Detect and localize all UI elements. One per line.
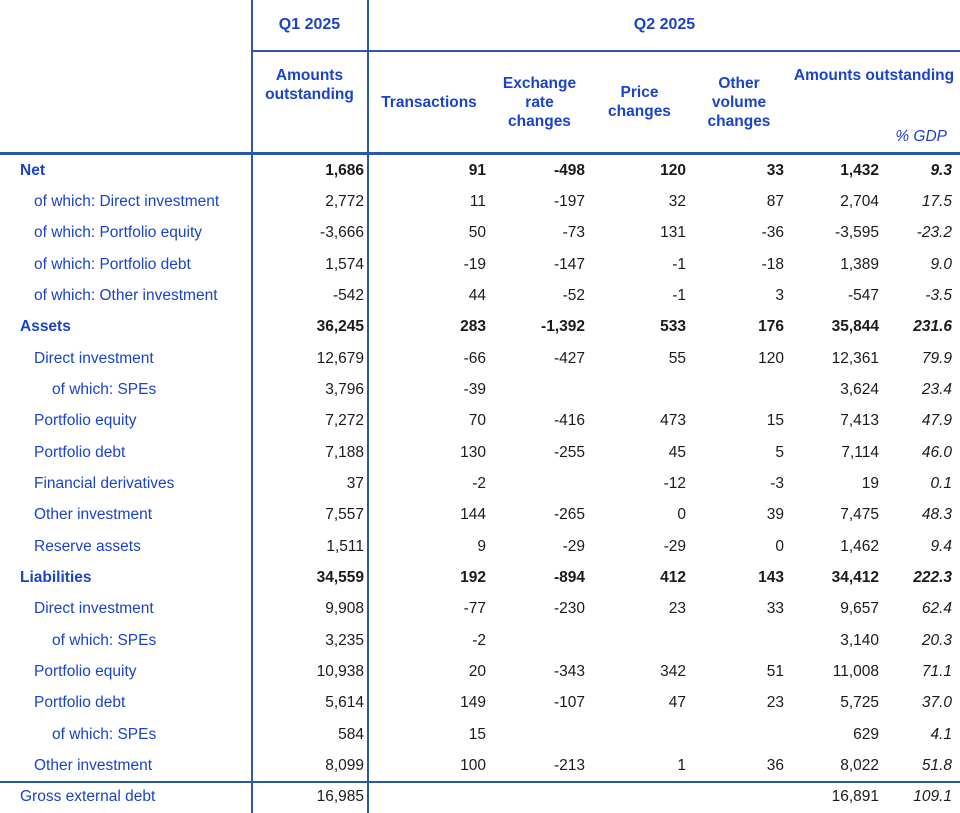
cell-percent-gdp: 47.9: [921, 412, 952, 430]
cell-other-volume-changes: 0: [775, 537, 784, 555]
cell-exchange-rate-changes: -29: [562, 537, 585, 555]
cell-percent-gdp: 48.3: [921, 506, 952, 524]
cell-q1-amounts: 584: [338, 725, 364, 743]
cell-exchange-rate-changes: -343: [553, 662, 585, 680]
cell-exchange-rate-changes: -147: [553, 255, 585, 273]
row-label: Direct investment: [34, 600, 154, 618]
row-label: Net: [20, 161, 45, 179]
cell-price-changes: [589, 782, 690, 813]
cell-q1-amounts: 2,772: [325, 192, 364, 210]
cell-q1-amounts: 37: [346, 474, 364, 492]
header-q2-2025: Q2 2025: [633, 16, 696, 33]
row-label: of which: SPEs: [52, 380, 157, 398]
cell-price-changes: 23: [668, 600, 686, 618]
cell-q1-amounts: 5,614: [325, 694, 364, 712]
period-underline: [251, 50, 960, 52]
table-row: [0, 437, 960, 468]
header-percent-gdp: % GDP: [895, 128, 947, 145]
q1-column-divider: [367, 0, 369, 813]
header-other-volume-changes: Other volume changes: [707, 74, 771, 130]
cell-other-volume-changes: -18: [761, 255, 784, 273]
cell-price-changes: 131: [660, 224, 686, 242]
cell-exchange-rate-changes: -107: [553, 694, 585, 712]
cell-q2-amounts: 19: [861, 474, 879, 492]
cell-q1-amounts: 7,557: [325, 506, 364, 524]
cell-q1-amounts: 8,099: [325, 756, 364, 774]
labels-column-divider: [251, 0, 253, 813]
table-row: [0, 343, 960, 374]
cell-exchange-rate-changes: -265: [553, 506, 585, 524]
cell-price-changes: -1: [672, 286, 686, 304]
gross-debt-rule: [0, 781, 960, 783]
table-body: [0, 155, 960, 813]
cell-exchange-rate-changes: -197: [553, 192, 585, 210]
cell-other-volume-changes: 3: [775, 286, 784, 304]
cell-transactions: 9: [477, 537, 486, 555]
cell-percent-gdp: 23.4: [921, 380, 952, 398]
cell-q2-amounts: 629: [853, 725, 879, 743]
cell-transactions: 144: [460, 506, 486, 524]
cell-exchange-rate-changes: -213: [553, 756, 585, 774]
row-label: Financial derivatives: [34, 474, 175, 492]
cell-transactions: 130: [460, 443, 486, 461]
cell-percent-gdp: 17.5: [921, 192, 952, 210]
cell-price-changes: 45: [668, 443, 686, 461]
table-row: [0, 562, 960, 593]
cell-percent-gdp: 20.3: [921, 631, 952, 649]
cell-percent-gdp: 222.3: [913, 568, 952, 586]
cell-q2-amounts: 7,413: [840, 412, 879, 430]
row-label: Other investment: [34, 756, 153, 774]
cell-q2-amounts: 3,140: [840, 631, 879, 649]
header-rule: [0, 152, 960, 155]
cell-price-changes: 1: [677, 756, 686, 774]
row-label: Gross external debt: [20, 788, 156, 806]
row-label: Portfolio equity: [34, 412, 137, 430]
cell-price-changes: 342: [660, 662, 686, 680]
cell-q2-amounts: -3,595: [835, 224, 879, 242]
table-row: [0, 249, 960, 280]
cell-exchange-rate-changes: -1,392: [541, 318, 585, 336]
cell-transactions: 70: [468, 412, 486, 430]
row-label: of which: Portfolio equity: [34, 224, 203, 242]
cell-q1-amounts: 9,908: [325, 600, 364, 618]
cell-price-changes: -1: [672, 255, 686, 273]
header-q2-amounts-outstanding: Amounts outstanding: [793, 67, 955, 84]
table-row: [0, 218, 960, 249]
table-row: [0, 374, 960, 405]
cell-price-changes: 0: [677, 506, 686, 524]
table-row: [0, 656, 960, 687]
table-row: [0, 312, 960, 343]
header-exchange-rate-changes: Exchange rate changes: [502, 74, 577, 130]
cell-other-volume-changes: 120: [758, 349, 784, 367]
table-row: [0, 625, 960, 656]
cell-transactions: 192: [460, 568, 486, 586]
row-label: Reserve assets: [34, 537, 141, 555]
cell-exchange-rate-changes: -894: [553, 568, 585, 586]
cell-other-volume-changes: 176: [758, 318, 784, 336]
cell-q2-amounts: 9,657: [840, 600, 879, 618]
cell-q2-amounts: 3,624: [840, 380, 879, 398]
row-label: Direct investment: [34, 349, 154, 367]
cell-transactions: 50: [468, 224, 486, 242]
cell-transactions: 15: [468, 725, 486, 743]
cell-other-volume-changes: 36: [766, 756, 784, 774]
cell-q2-amounts: 16,891: [831, 788, 879, 806]
cell-price-changes: -29: [663, 537, 686, 555]
cell-exchange-rate-changes: -416: [553, 412, 585, 430]
cell-percent-gdp: 9.3: [930, 161, 952, 179]
table-row: [0, 406, 960, 437]
cell-q2-amounts: 1,389: [840, 255, 879, 273]
row-label: of which: Other investment: [34, 286, 218, 304]
cell-q1-amounts: 36,245: [316, 318, 364, 336]
cell-price-changes: -12: [663, 474, 686, 492]
cell-percent-gdp: 0.1: [930, 474, 952, 492]
cell-price-changes: 473: [660, 412, 686, 430]
cell-exchange-rate-changes: [490, 719, 589, 750]
cell-other-volume-changes: 23: [766, 694, 784, 712]
cell-other-volume-changes: 33: [766, 600, 784, 618]
table-row: [0, 500, 960, 531]
table-row: [0, 594, 960, 625]
row-label: Liabilities: [20, 568, 92, 586]
cell-other-volume-changes: [690, 719, 788, 750]
table-row: [0, 468, 960, 499]
cell-exchange-rate-changes: [490, 374, 589, 405]
row-label: of which: Direct investment: [34, 192, 220, 210]
cell-q1-amounts: 34,559: [316, 568, 364, 586]
cell-transactions: 44: [468, 286, 486, 304]
cell-transactions: [368, 782, 490, 813]
header-price-changes: Price changes: [608, 84, 671, 120]
cell-percent-gdp: -23.2: [916, 224, 952, 242]
cell-exchange-rate-changes: [490, 782, 589, 813]
cell-other-volume-changes: [690, 625, 788, 656]
cell-percent-gdp: 71.1: [921, 662, 952, 680]
cell-price-changes: [589, 719, 690, 750]
cell-q2-amounts: 11,008: [832, 662, 879, 680]
cell-q2-amounts: 5,725: [840, 694, 879, 712]
cell-percent-gdp: 4.1: [930, 725, 952, 743]
cell-other-volume-changes: 87: [766, 192, 784, 210]
cell-price-changes: 120: [660, 161, 686, 179]
cell-exchange-rate-changes: -498: [553, 161, 585, 179]
cell-percent-gdp: 231.6: [913, 318, 952, 336]
cell-q1-amounts: 7,188: [325, 443, 364, 461]
cell-q1-amounts: 3,235: [325, 631, 364, 649]
cell-price-changes: 47: [668, 694, 686, 712]
cell-q1-amounts: -542: [332, 286, 364, 304]
cell-price-changes: 412: [660, 568, 686, 586]
cell-transactions: -2: [472, 474, 486, 492]
cell-other-volume-changes: -3: [770, 474, 784, 492]
cell-q1-amounts: 12,679: [316, 349, 364, 367]
cell-q1-amounts: 1,511: [326, 537, 364, 555]
cell-price-changes: [589, 374, 690, 405]
cell-price-changes: [589, 625, 690, 656]
cell-transactions: -66: [463, 349, 486, 367]
cell-transactions: -39: [463, 380, 486, 398]
cell-transactions: 20: [468, 662, 486, 680]
cell-q2-amounts: 1,432: [840, 161, 879, 179]
cell-percent-gdp: 51.8: [921, 756, 952, 774]
cell-other-volume-changes: 5: [775, 443, 784, 461]
row-label: of which: SPEs: [52, 725, 157, 743]
cell-q1-amounts: 10,938: [316, 662, 364, 680]
cell-exchange-rate-changes: -427: [553, 349, 585, 367]
cell-percent-gdp: 62.4: [921, 600, 952, 618]
cell-q1-amounts: -3,666: [320, 224, 364, 242]
cell-q2-amounts: 1,462: [840, 537, 879, 555]
cell-exchange-rate-changes: -73: [562, 224, 585, 242]
cell-q2-amounts: 2,704: [840, 192, 879, 210]
cell-transactions: 100: [460, 756, 486, 774]
cell-percent-gdp: 9.4: [930, 537, 952, 555]
cell-other-volume-changes: [690, 782, 788, 813]
cell-price-changes: 55: [668, 349, 686, 367]
cell-q2-amounts: 35,844: [831, 318, 879, 336]
row-label: Assets: [20, 318, 71, 336]
cell-exchange-rate-changes: [490, 625, 589, 656]
table-row: [0, 531, 960, 562]
cell-q1-amounts: 7,272: [325, 412, 364, 430]
cell-transactions: 283: [460, 318, 486, 336]
table-row: [0, 155, 960, 186]
cell-percent-gdp: 109.1: [913, 788, 952, 806]
table-row: [0, 186, 960, 217]
cell-other-volume-changes: [690, 374, 788, 405]
row-label: Other investment: [34, 506, 153, 524]
table-row: [0, 750, 960, 781]
cell-exchange-rate-changes: -255: [553, 443, 585, 461]
cell-transactions: -2: [472, 631, 486, 649]
cell-other-volume-changes: -36: [761, 224, 784, 242]
cell-transactions: -19: [463, 255, 486, 273]
cell-price-changes: 32: [668, 192, 686, 210]
cell-q2-amounts: 7,114: [841, 443, 879, 461]
table-row: [0, 688, 960, 719]
cell-exchange-rate-changes: -230: [553, 600, 585, 618]
cell-other-volume-changes: 143: [758, 568, 784, 586]
cell-transactions: 91: [468, 161, 486, 179]
cell-percent-gdp: -3.5: [925, 286, 952, 304]
header-q1-2025: Q1 2025: [278, 16, 341, 33]
cell-percent-gdp: 79.9: [921, 349, 952, 367]
cell-q1-amounts: 3,796: [325, 380, 364, 398]
cell-exchange-rate-changes: -52: [562, 286, 585, 304]
row-label: Portfolio equity: [34, 662, 137, 680]
cell-percent-gdp: 9.0: [930, 255, 952, 273]
cell-other-volume-changes: 51: [766, 662, 784, 680]
cell-other-volume-changes: 39: [766, 506, 784, 524]
row-label: of which: SPEs: [52, 631, 157, 649]
cell-transactions: -77: [463, 600, 486, 618]
cell-transactions: 11: [469, 192, 486, 210]
header-q1-amounts-outstanding: Amounts outstanding: [265, 67, 354, 103]
cell-q1-amounts: 1,686: [325, 161, 364, 179]
cell-q1-amounts: 16,985: [316, 788, 364, 806]
cell-q2-amounts: -547: [847, 286, 879, 304]
cell-transactions: 149: [460, 694, 486, 712]
cell-q2-amounts: 7,475: [840, 506, 879, 524]
table-row: [0, 280, 960, 311]
cell-q2-amounts: 34,412: [831, 568, 879, 586]
cell-price-changes: 533: [660, 318, 686, 336]
cell-q2-amounts: 12,361: [831, 349, 879, 367]
cell-percent-gdp: 46.0: [921, 443, 952, 461]
cell-q2-amounts: 8,022: [840, 756, 879, 774]
table-row: [0, 782, 960, 813]
cell-percent-gdp: 37.0: [921, 694, 952, 712]
cell-other-volume-changes: 15: [766, 412, 784, 430]
cell-other-volume-changes: 33: [766, 161, 784, 179]
row-label: Portfolio debt: [34, 694, 126, 712]
row-label: Portfolio debt: [34, 443, 126, 461]
table-row: [0, 719, 960, 750]
header-transactions: Transactions: [381, 93, 477, 111]
cell-q1-amounts: 1,574: [325, 255, 364, 273]
row-label: of which: Portfolio debt: [34, 255, 191, 273]
cell-exchange-rate-changes: [490, 468, 589, 499]
